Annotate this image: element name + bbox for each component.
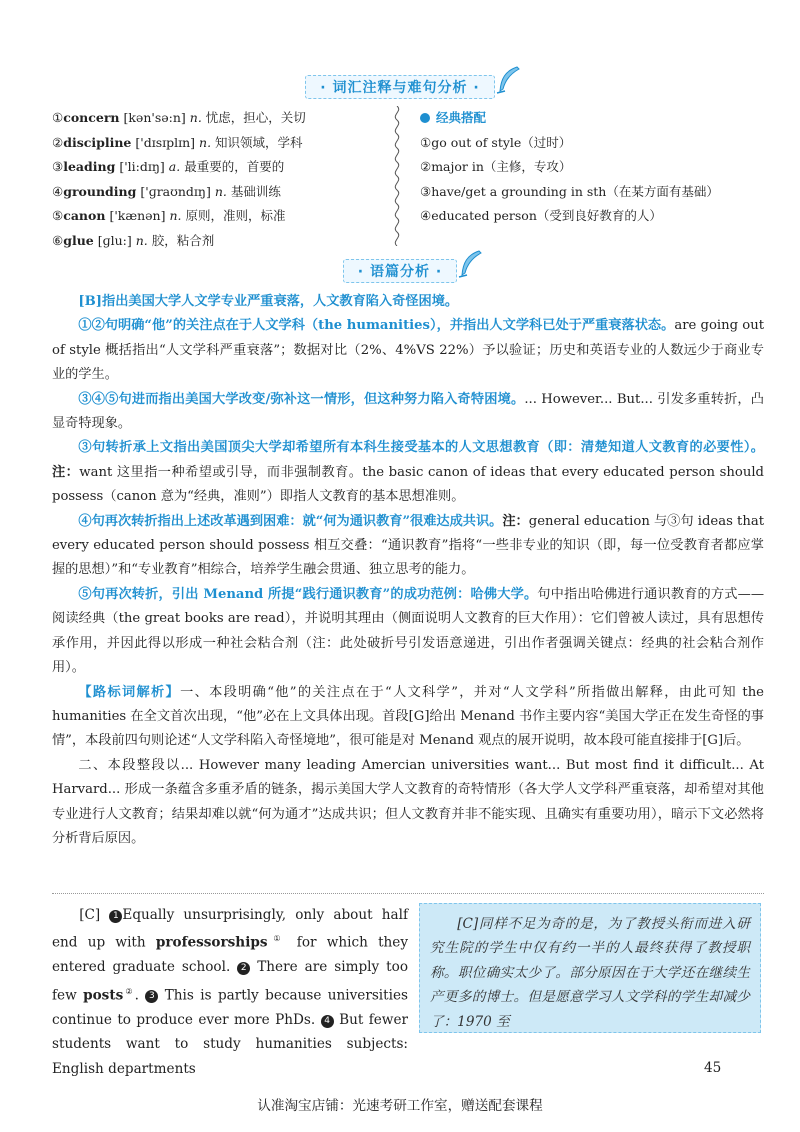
signpost-analysis: 【路标词解析】一、本段明确“他”的关注点在于“人文科学”，并对“人文学科”所指做出解释，由此可知 the humanities 在全文首次出现，“他”必在上文具体出现。首段[G]给出 Menand 书作主要内容“美国大学正在发生奇怪的事情”，本段前四句则论述“人文学科陷入奇怪境地”，很可能是对 Menand 观点的展开说明，故本段可能直接排于[G]后。	[52, 684, 764, 749]
vocab-item: ③leading ['li:dɪŋ] a. 最重要的，首要的	[52, 159, 285, 174]
vocab-item: ②discipline ['dɪsɪplɪn] n. 知识领域，学科	[52, 134, 303, 150]
collocation-list	[420, 106, 750, 229]
translation-box: [C]同样不足为奇的是，为了教授头衔而进入研究生院的学生中仅有约一半的人最终获得了教授职称。职位确实太少了。部分原因在于大学还在继续生产更多的博士。但是愿意学习人文学科的学生却减少了：1970 至	[419, 903, 761, 1033]
analysis-point: ⑤句再次转折，引出 Menand 所提“践行通识教育”的成功范例：哈佛大学。句中指出哈佛进行通识教育的方式——阅读经典（the great books are read），并说明其理由（侧面说明人文教育的巨大作用）：它们曾被人读过，具有思想传承作用，并因此得以形成一种社会粘合剂（注：此处破折号引发语意递进，引出作者强调关键点：经典的社会粘合剂作用）。	[52, 586, 765, 676]
spring-divider	[391, 106, 403, 246]
signpost-analysis: 二、本段整段以... However many leading Amercian universities want... But most find it difficult... At Harvard... 形成一条蕴含多重矛盾的链条，揭示美国大学人文教育的奇特情形（各大学人文学科严重衰落，却希望对其他专业进行人文教育；结果却难以就“何为通才”达成共识；但人文教育并非不能实现、且确实有重要功用），暗示下文必然将分析背后原因。	[52, 757, 764, 846]
analysis-point: ③④⑤句进而指出美国大学改变/弥补这一情形，但这种努力陷入奇特困境。... However... But... 引发多重转折，凸显奇特现象。	[52, 391, 764, 432]
banner-vocab-label: · 词汇注释与难句分析 ·	[305, 75, 494, 99]
analysis-point: ③句转折承上文指出美国顶尖大学却希望所有本科生接受基本的人文思想教育（即：清楚知道人文教育的必要性）。注：want 这里指一种希望或引导，而非强制教育。the basic canon of ideas that every educated person should possess（canon 意为“经典，准则”）即指人文教育的基本思想准则。	[52, 440, 764, 505]
quill-icon	[457, 249, 483, 279]
section-divider	[52, 893, 764, 894]
discourse-analysis	[52, 290, 764, 851]
collocation-item: ①go out of style（过时）	[420, 134, 572, 150]
collocation-item: ③have/get a grounding in sth（在某方面有基础）	[420, 183, 719, 199]
vocab-item: ⑥glue [ɡlu:] n. 胶，粘合剂	[52, 232, 215, 248]
sentence-number: 3	[145, 990, 158, 1003]
page-number: 45	[704, 1060, 722, 1076]
vocab-item: ①concern [kən'sə:n] n. 忧虑，担心，关切	[52, 110, 306, 125]
analysis-point: ④句再次转折指出上述改革遇到困难：就“何为通识教育”很难达成共识。注：general education 与③句 ideas that every educated person should possess 相互交叠：“通识教育”指将“一些非专业的知识（即，每一位受教育者都应掌握的思想）”和“专业教育”相综合，培养学生融会贯通、独立思考的能力。	[52, 513, 764, 578]
quill-icon	[495, 65, 521, 95]
collocation-item: ②major in（主修，专攻）	[420, 159, 572, 174]
sentence-number: 2	[237, 962, 250, 975]
footer-text: 认准淘宝店铺：光速考研工作室，赠送配套课程	[257, 1098, 543, 1114]
section-banner-vocab	[0, 75, 800, 97]
sentence-number: 1	[109, 910, 122, 923]
collocation-item: ④educated person（受到良好教育的人）	[420, 208, 662, 223]
sentence-number: 4	[321, 1015, 334, 1028]
banner-discourse-label: · 语篇分析 ·	[343, 259, 457, 283]
english-passage: [C] 1 Equally unsurprisingly, only about half end up with professorships① for which they entered graduate school. 2 There are simply too few posts②. 3 This is partly because universities continue to produce ever more PhDs. 4 But fewer students want to study humanities subjects: English departments	[52, 907, 409, 1077]
vocab-item: ⑤canon ['kænən] n. 原则，准则，标准	[52, 208, 286, 223]
section-banner-discourse	[0, 259, 800, 281]
vocab-list	[52, 106, 387, 253]
vocab-item: ④grounding ['ɡraʊndɪŋ] n. 基础训练	[52, 183, 281, 199]
paragraph-summary: [B]指出美国大学人文学专业严重衰落，人文教育陷入奇怪困境。	[78, 294, 459, 309]
analysis-point: ①②句明确“他”的关注点在于人文学科（the humanities），并指出人文学科已处于严重衰落状态。are going out of style 概括指出“人文学科严重衰落”；数据对比（2%、4%VS 22%）予以验证；历史和英语专业的人数远少于商业专业的学生。	[52, 318, 765, 383]
collocation-heading: 经典搭配	[420, 106, 750, 131]
bullet-icon	[420, 113, 430, 123]
